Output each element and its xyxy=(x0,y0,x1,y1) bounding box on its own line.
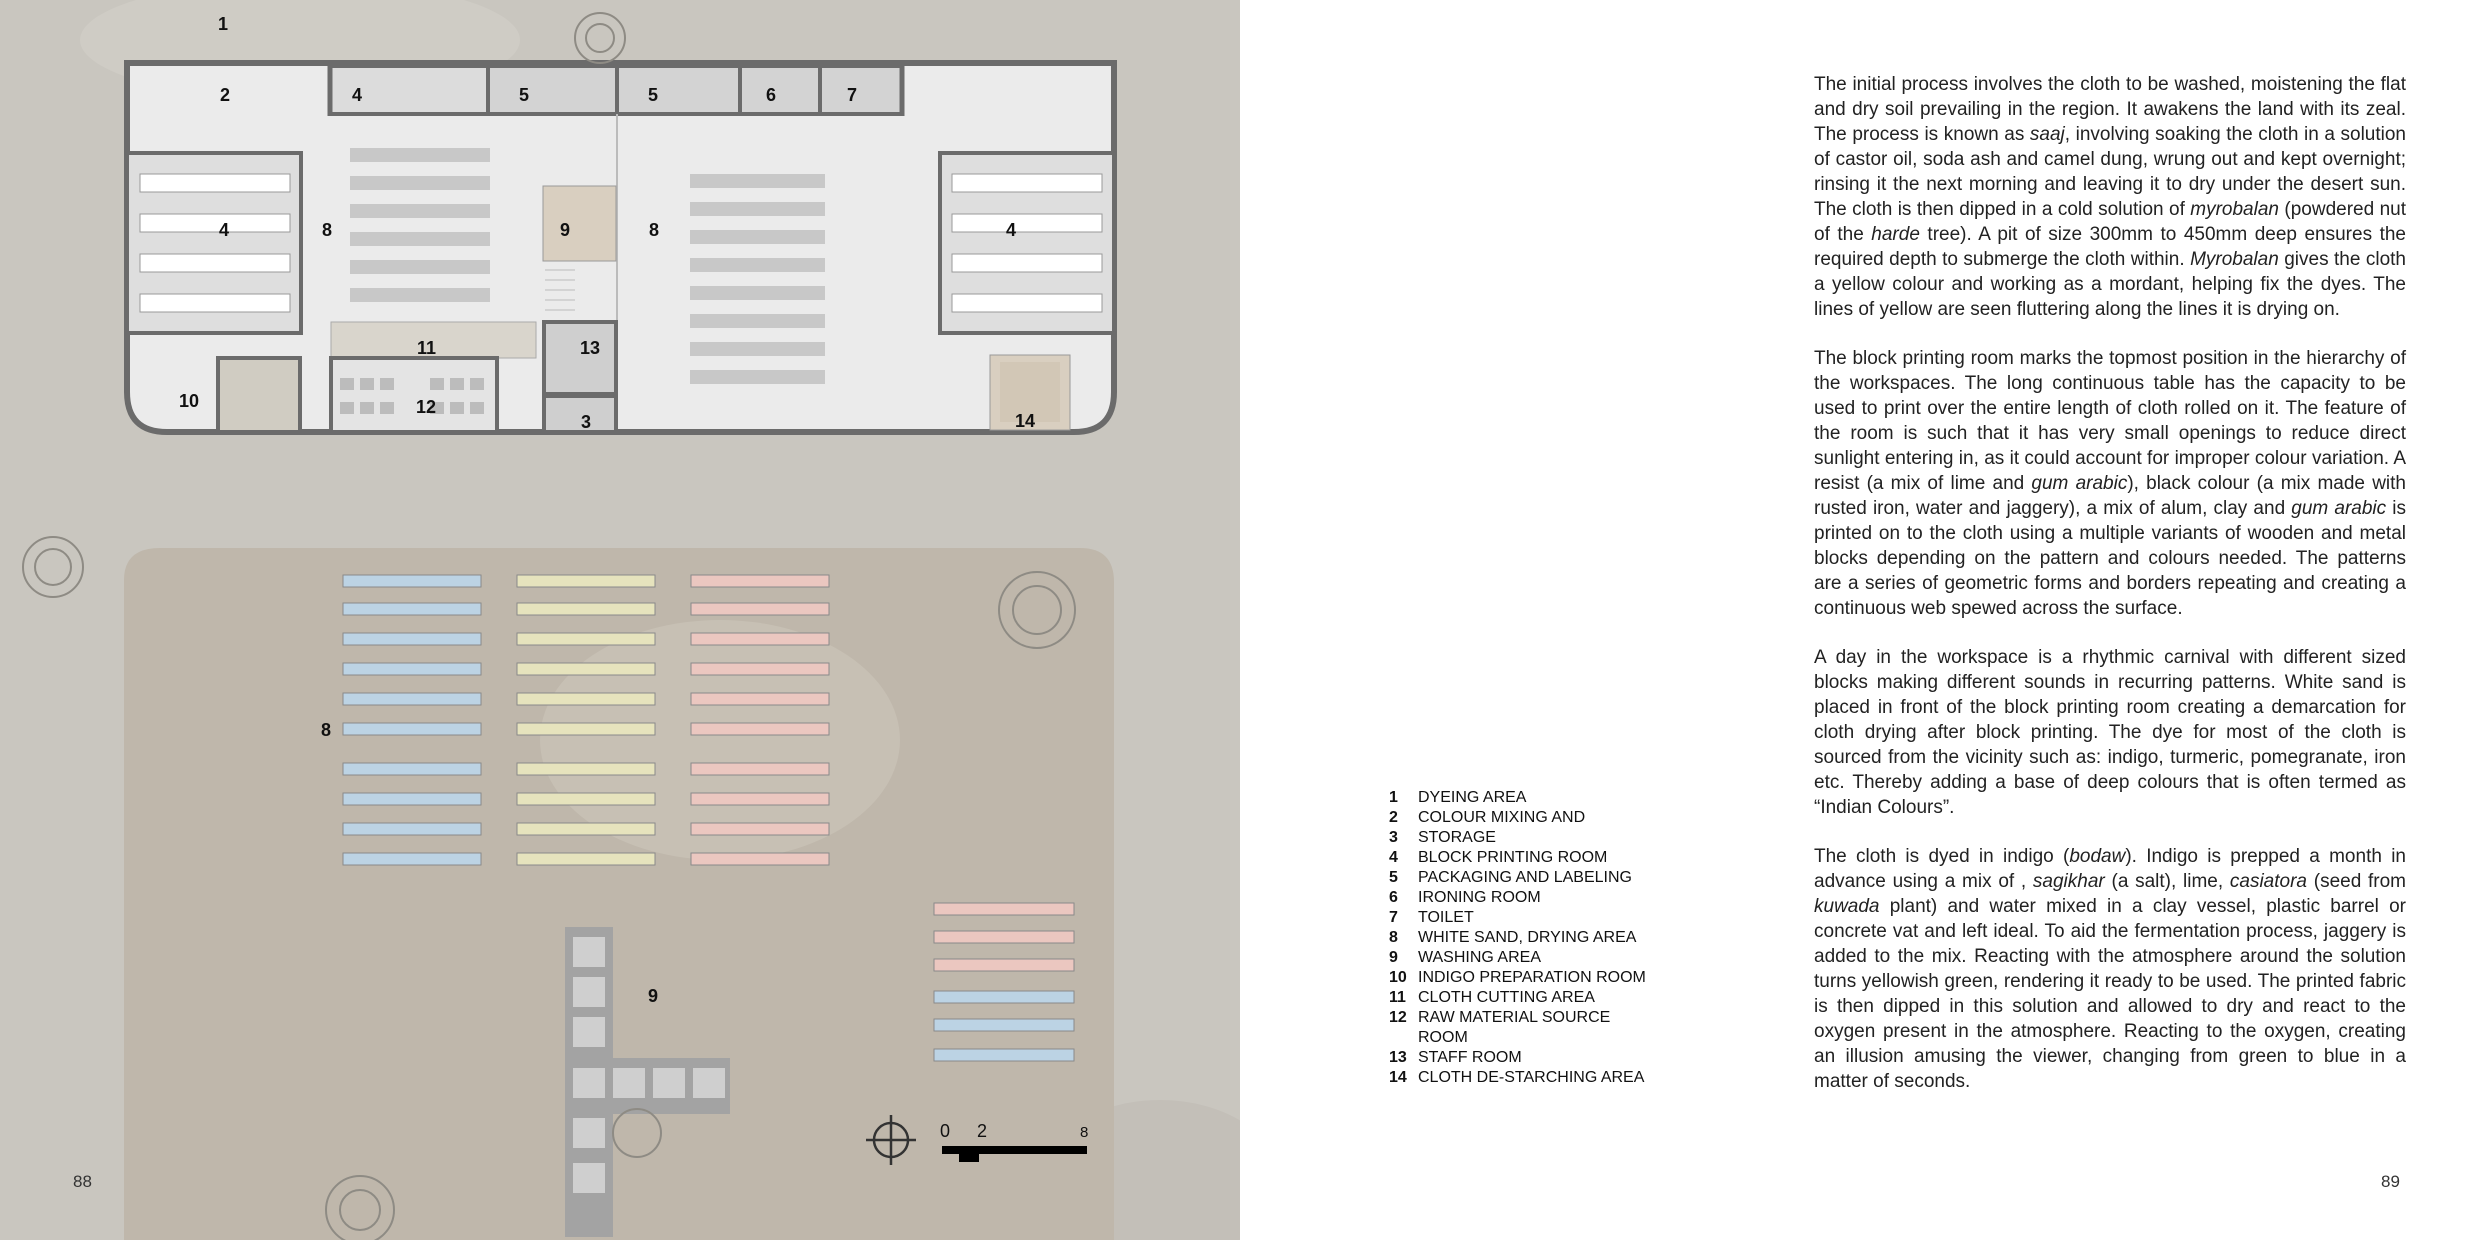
italic-term: kuwada xyxy=(1814,896,1880,917)
plan-label-3: 3 xyxy=(581,412,592,432)
plan-label-2: 2 xyxy=(220,85,231,105)
legend-item xyxy=(1389,988,1649,1008)
plan-label-4: 4 xyxy=(219,220,230,240)
legend-item xyxy=(1389,888,1649,908)
legend-item xyxy=(1389,968,1649,988)
legend-number: 7 xyxy=(1389,909,1398,926)
legend-label: DYEING AREA xyxy=(1418,789,1527,806)
legend-number: 4 xyxy=(1389,849,1398,866)
legend-label: CLOTH CUTTING AREA xyxy=(1418,989,1595,1006)
legend-number: 8 xyxy=(1389,929,1398,946)
plan-label-7: 7 xyxy=(847,85,858,105)
plan-label-12: 12 xyxy=(416,397,437,417)
legend-item xyxy=(1389,1008,1649,1048)
legend-item xyxy=(1389,808,1649,828)
plan-label-5: 5 xyxy=(519,85,530,105)
legend-number: 6 xyxy=(1389,889,1398,906)
legend-label: STORAGE xyxy=(1418,829,1496,846)
legend-number: 5 xyxy=(1389,869,1398,886)
body-paragraph: The initial process involves the cloth to be washed, moistening the flat and dry soil prevailing in the region. It awakens the land with its zeal. The process is known as saaj, involving soaking the cloth in a solution of castor oil, soda ash and camel dung, wrung out and kept overnight; rinsing it the next morning and leaving it to dry under the desert sun. The cloth is then dipped in a cold solution of myrobalan (powdered nut of the harde tree). A pit of size 300mm to 450mm deep ensures the required depth to submerge the cloth within. Myrobalan gives the cloth a yellow colour and working as a mordant, helping fix the dyes. The lines of yellow are seen fluttering along the lines it is drying on. xyxy=(1814,74,2406,320)
room-ironing xyxy=(740,66,820,114)
legend-number: 1 xyxy=(1389,789,1398,806)
washing-pit xyxy=(543,186,616,261)
italic-term: saaj xyxy=(2029,124,2065,145)
legend-label: WASHING AREA xyxy=(1418,949,1541,966)
body-paragraph: A day in the workspace is a rhythmic carnival with different sized blocks making different sounds in recurring patterns. White sand is placed in front of the block printing room creating a demarcation for cloth drying after block printing. The dye for most of the cloth is sourced from the vicinity such as: indigo, turmeric, pomegranate, iron etc. Thereby adding a base of deep colours that is often termed as “Indian Colours”. xyxy=(1814,647,2406,818)
page-number-right: 89 xyxy=(2381,1172,2400,1191)
staff-room xyxy=(544,322,616,394)
legend-number: 3 xyxy=(1389,829,1398,846)
legend-number: 12 xyxy=(1389,1009,1407,1026)
legend-label: PACKAGING AND LABELING xyxy=(1418,869,1632,886)
scale-eight: 8 xyxy=(1080,1124,1089,1141)
legend-item xyxy=(1389,848,1649,868)
plan-legend xyxy=(1389,788,1649,1088)
legend-label: STAFF ROOM xyxy=(1418,1049,1522,1066)
legend-label: TOILET xyxy=(1418,909,1474,926)
legend-label: CLOTH DE-STARCHING AREA xyxy=(1418,1069,1645,1086)
italic-term: myrobalan xyxy=(2190,199,2279,220)
building-plan xyxy=(127,63,1114,432)
italic-term: Myrobalan xyxy=(2190,249,2279,270)
indigo-preparation-room xyxy=(218,358,300,432)
legend-item xyxy=(1389,828,1649,848)
italic-term: harde xyxy=(1871,224,1920,245)
plan-label-4: 4 xyxy=(1006,220,1017,240)
legend-number: 9 xyxy=(1389,949,1398,966)
room-toilet xyxy=(820,66,902,114)
plan-label-8: 8 xyxy=(322,220,333,240)
body-text xyxy=(1814,72,2406,1118)
legend-label: RAW MATERIAL SOURCE ROOM xyxy=(1418,1009,1611,1046)
legend-label: COLOUR MIXING AND xyxy=(1418,809,1586,826)
italic-term: gum arabic xyxy=(2031,473,2128,494)
plan-label-10: 10 xyxy=(179,391,200,411)
italic-term: bodaw xyxy=(2069,846,2126,867)
legend-item xyxy=(1389,948,1649,968)
room-packaging-1 xyxy=(488,66,617,114)
plan-label-11: 11 xyxy=(417,338,437,358)
legend-number: 10 xyxy=(1389,969,1407,986)
legend-number: 14 xyxy=(1389,1069,1407,1086)
legend-item xyxy=(1389,868,1649,888)
plan-label-6: 6 xyxy=(766,85,777,105)
storage-room xyxy=(544,396,616,432)
italic-term: gum arabic xyxy=(2291,498,2387,519)
plan-label-8: 8 xyxy=(321,720,332,740)
room-packaging-2 xyxy=(617,66,740,114)
legend-item xyxy=(1389,788,1649,808)
legend-item xyxy=(1389,908,1649,928)
legend-label: INDIGO PREPARATION ROOM xyxy=(1418,969,1646,986)
raw-material-room xyxy=(331,358,497,432)
legend-number: 13 xyxy=(1389,1049,1407,1066)
plan-label-1: 1 xyxy=(218,14,229,34)
page-number-left: 88 xyxy=(73,1172,92,1191)
scale-two: 2 xyxy=(977,1121,988,1141)
legend-label: WHITE SAND, DRYING AREA xyxy=(1418,929,1637,946)
legend-number: 2 xyxy=(1389,809,1398,826)
body-paragraph: The block printing room marks the topmost position in the hierarchy of the workspaces. The long continuous table has the capacity to be used to print over the entire length of cloth rolled on it. The feature of the room is such that it has very small openings to reduce direct sunlight entering in, as it could account for improper colour variation. A resist (a mix of lime and gum arabic), black colour (a mix made with rusted iron, water and jaggery), a mix of alum, clay and gum arabic is printed on to the cloth using a multiple variants of wooden and metal blocks depending on the pattern and colours needed. The patterns are a series of geometric forms and borders repeating and creating a continuous web spewed across the surface. xyxy=(1814,348,2406,619)
legend-label: BLOCK PRINTING ROOM xyxy=(1418,849,1608,866)
plan-label-4: 4 xyxy=(352,85,363,105)
legend-item xyxy=(1389,1048,1649,1068)
plan-label-8: 8 xyxy=(649,220,660,240)
italic-term: sagikhar xyxy=(2032,871,2105,892)
plan-label-13: 13 xyxy=(580,338,601,358)
legend-number: 11 xyxy=(1389,989,1406,1006)
plan-label-9: 9 xyxy=(560,220,571,240)
italic-term: casiatora xyxy=(2229,871,2307,892)
legend-item xyxy=(1389,928,1649,948)
scale-zero: 0 xyxy=(940,1121,951,1141)
plan-label-5: 5 xyxy=(648,85,659,105)
plan-label-14: 14 xyxy=(1015,411,1036,431)
legend-label: IRONING ROOM xyxy=(1418,889,1541,906)
legend-item xyxy=(1389,1068,1649,1088)
plan-label-9: 9 xyxy=(648,986,659,1006)
body-paragraph: The cloth is dyed in indigo (bodaw). Indigo is prepped a month in advance using a mix of , sagikhar (a salt), lime, casiatora (seed from kuwada plant) and water mixed in a clay vessel, plastic barrel or concrete vat and left ideal. To aid the fermentation process, jaggery is added to the mix. Reacting with the atmosphere around the solution turns yellowish green, rendering it ready to be used. The printed fabric is then dipped in this solution and allowed to dry and react to the oxygen present in the atmosphere. Reacting to the oxygen, creating an illusion amusing the viewer, changing from green to blue in a matter of seconds. xyxy=(1814,846,2406,1092)
